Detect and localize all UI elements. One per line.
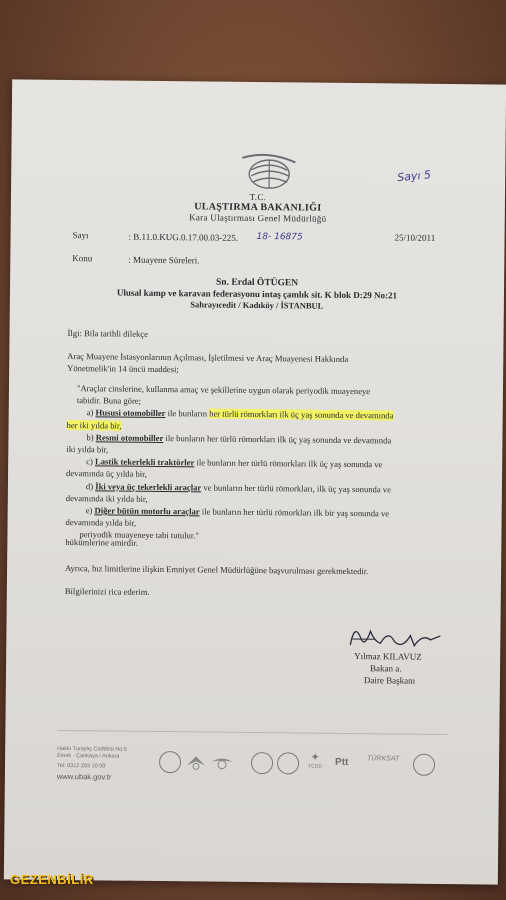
item-b-title: Resmi otomobiller <box>95 432 164 443</box>
ministry-globe-logo <box>239 152 297 193</box>
item-b-prefix: b) <box>86 432 96 443</box>
item-c-text: ile bunların her türlü römorkları ilk üç yaş sonunda ve <box>194 457 383 470</box>
agency-seal-icon <box>159 751 181 773</box>
letterhead-tc: T.C. <box>249 191 267 203</box>
item-b-text: ile bunların her türlü römorkları ilk üç yaş sonunda ve devamında <box>163 432 392 446</box>
turksat-logo: TÜRKSAT <box>367 755 400 763</box>
tcdd-logo-text: TCDD <box>308 763 322 770</box>
wings-logo-icon <box>211 754 233 772</box>
konu-label: Konu <box>72 253 93 264</box>
footer-address-1: Hakkı Turaylıç Caddesi No:5 <box>57 745 127 753</box>
signatory-name: Yılmaz KILAVUZ <box>354 651 422 662</box>
ptt-logo: Ptt <box>335 756 349 768</box>
item-c-cont: devamında üç yılda bir, <box>66 468 147 480</box>
item-a-highlight-cont: her iki yılda bir, <box>66 419 122 431</box>
footer-website: www.ubak.gov.tr <box>56 771 112 782</box>
item-d-prefix: d) <box>85 480 96 491</box>
konu-value: : Muayene Süreleri. <box>128 254 200 266</box>
letterhead-ministry: ULAŞTIRMA BAKANLIĞI <box>194 201 322 214</box>
tcdd-logo: ✦ TCDD <box>301 750 329 769</box>
sayi-handwritten-number: 18- 16875 <box>256 232 303 243</box>
intro-line-2: Yönetmelik'in 14 üncü maddesi; <box>67 363 179 375</box>
bilgi-line: Bilgilerinizi rica ederim. <box>64 586 150 597</box>
item-a-prefix: a) <box>86 407 96 418</box>
handwritten-note-top: Sayı 5 <box>396 168 432 185</box>
item-a-highlight: her türlü römorkları ilk üç yaş sonunda ve devamında <box>209 408 394 421</box>
document-date: 25/10/2011 <box>394 232 436 243</box>
railway-seal-icon <box>277 752 299 774</box>
footer-address-2: Emek - Çankaya / Ankara <box>57 752 120 760</box>
highway-seal-icon <box>251 752 273 774</box>
aviation-logo-icon <box>185 753 207 771</box>
item-d-title: İki veya üç tekerlekli araçlar <box>95 480 202 493</box>
closing-quote: periyodik muayeneye tabi tutulur." <box>79 529 199 541</box>
signatory-title-2: Daire Başkanı <box>363 675 416 686</box>
recipient-address-2: Sahrayıcedit / Kadıköy / İSTANBUL <box>190 299 324 311</box>
item-a-mid: ile bunların <box>165 408 210 419</box>
intro-line-1: Araç Muayene İstasyonlarının Açılması, İşletilmesi ve Araç Muayenesi Hakkında <box>67 351 349 364</box>
item-d-cont: devamında iki yılda bir, <box>65 492 148 504</box>
recipient-name: Sn. Erdal ÖTÜGEN <box>215 277 299 289</box>
letterhead-department: Kara Ulaştırması Genel Müdürlüğü <box>189 212 327 224</box>
item-c-title: Lastik tekerlekli traktörler <box>94 456 195 468</box>
ayrica-line: Ayrıca, hız limitlerine ilişkin Emniyet Genel Müdürlüğüne başvurulması gerekmektedir. <box>65 563 369 577</box>
letter-page <box>4 79 506 884</box>
quote-line-1: "Araçlar cinslerine, kullanma amaç ve şekillerine uygun olarak periyodik muayeneye <box>76 383 371 397</box>
item-d-text: ve bunların her türlü römorkları, ilk üç yaş sonunda ve <box>201 482 392 495</box>
maritime-seal-icon <box>413 754 435 776</box>
item-e-cont: devamında yılda bir, <box>65 517 137 528</box>
item-c-prefix: c) <box>86 456 96 467</box>
site-watermark: GEZENBİLİR <box>10 872 94 887</box>
signatory-title-1: Bakan a. <box>370 663 402 674</box>
recipient-address-1: Ulusal kamp ve karavan federasyonu intaş çamlık sit. K blok D:29 No:21 <box>116 287 398 301</box>
hukum-line: hükümlerine amirdir. <box>65 537 138 548</box>
item-e-text: ile bunların her türlü römorkları ilk bir yaş sonunda ve <box>199 506 390 519</box>
footer-phone: Tel: 0312 203 10 00 <box>56 762 106 770</box>
item-a-title: Hususi otomobiller <box>95 407 166 419</box>
quote-line-2: tabidir. Buna göre; <box>76 395 142 407</box>
ilgi-line: İlgi: Bila tarihli dilekçe <box>67 328 149 339</box>
sayi-value: : B.11.0.KUG.0.17.00.03-225. <box>128 231 239 243</box>
quoted-article <box>65 382 459 545</box>
item-e-title: Diğer bütün motorlu araçlar <box>94 505 200 517</box>
footer-divider <box>57 730 447 735</box>
item-e-prefix: e) <box>85 505 95 516</box>
item-b-cont: iki yılda bir, <box>66 444 109 455</box>
intro-paragraph <box>67 350 457 378</box>
sayi-label: Sayı <box>72 230 89 241</box>
